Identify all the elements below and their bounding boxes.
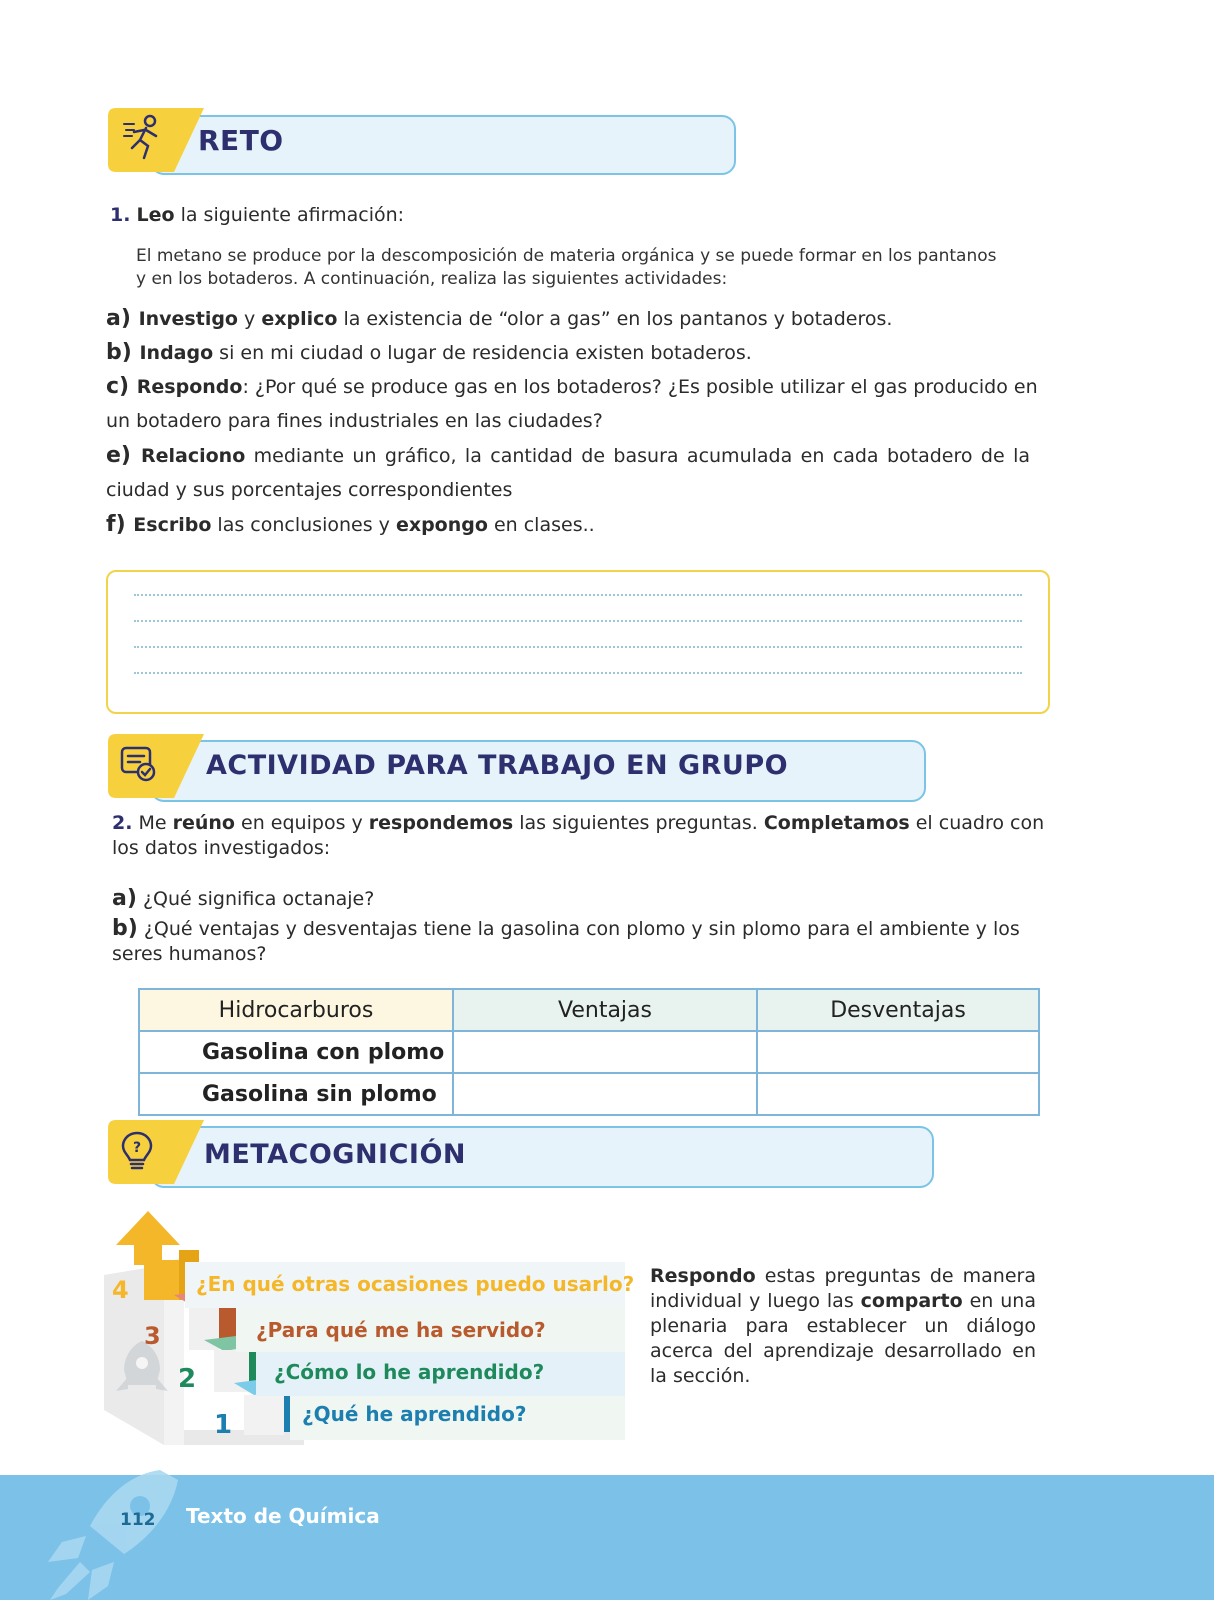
step-number-4: 4: [112, 1276, 129, 1304]
table-header-desventajas: Desventajas: [757, 989, 1039, 1031]
checklist-icon: [118, 744, 158, 784]
step-label-4: ¿En qué otras ocasiones puedo usarlo?: [196, 1272, 635, 1296]
item-letter: a): [106, 306, 139, 331]
svg-text:?: ?: [132, 1140, 142, 1156]
item-letter: b): [106, 340, 140, 365]
table-header-ventajas: Ventajas: [453, 989, 757, 1031]
table-cell-ventajas[interactable]: [453, 1031, 757, 1073]
writing-line: [134, 594, 1022, 596]
bold-verb: Investigo: [138, 308, 238, 330]
writing-line: [134, 672, 1022, 674]
meta-title: METACOGNICIÓN: [204, 1139, 467, 1170]
bold-verb: comparto: [860, 1290, 963, 1312]
bold-verb: Completamos: [763, 812, 910, 834]
table-row-label: Gasolina sin plomo: [139, 1073, 453, 1115]
text-run: la existencia de “olor a gas” en los pantanos y botaderos.: [337, 308, 893, 330]
step-label-3: ¿Para qué me ha servido?: [256, 1318, 546, 1342]
table-cell-desventajas[interactable]: [757, 1073, 1039, 1115]
text-run: si en mi ciudad o lugar de residencia existen botaderos.: [213, 342, 752, 364]
text-run: y: [238, 308, 262, 330]
table-row: [139, 1073, 1039, 1115]
statement-line-2: y en los botaderos. A continuación, realiza las siguientes actividades:: [136, 269, 728, 289]
writing-line: [134, 620, 1022, 622]
text-run: en equipos y: [235, 812, 369, 834]
item-letter: a): [112, 886, 137, 911]
bold-verb: Respondo: [136, 376, 243, 398]
question-1: [110, 202, 404, 228]
bold-verb: Indago: [139, 342, 214, 364]
table-cell-ventajas[interactable]: [453, 1073, 757, 1115]
text-run: las siguientes preguntas.: [513, 812, 764, 834]
activity-item: [106, 374, 1038, 400]
question-2-text: [132, 812, 1044, 834]
table-header-hidrocarburos: Hidrocarburos: [139, 989, 453, 1031]
text-run: el cuadro con: [909, 812, 1045, 834]
bold-verb: reúno: [172, 812, 235, 834]
text-run: en clases..: [487, 514, 595, 536]
question-2-number: 2.: [112, 812, 133, 834]
question-1-verb: Leo: [136, 204, 175, 226]
text-run: mediante un gráfico, la cantidad de basura acumulada en cada botadero de la: [245, 445, 1030, 467]
metacognition-instructions: [650, 1264, 1036, 1389]
bold-verb: explico: [261, 308, 338, 330]
table-header-row: [139, 989, 1039, 1031]
step-number-1: 1: [214, 1410, 233, 1440]
question-2b: [112, 916, 1020, 942]
step-number-2: 2: [178, 1364, 197, 1394]
activity-item: [106, 512, 1030, 538]
text-run: Me: [132, 812, 173, 834]
question-1-number: 1.: [110, 204, 131, 226]
table-row-label: Gasolina con plomo: [139, 1031, 453, 1073]
rocket-watermark-icon: [40, 1462, 190, 1600]
item-letter: b): [112, 916, 138, 941]
activity-item-cont: ciudad y sus porcentajes correspondientes: [106, 479, 513, 501]
step-label-2: ¿Cómo lo he aprendido?: [274, 1360, 545, 1384]
text-run: las conclusiones y: [211, 514, 396, 536]
question-2a-text: ¿Qué significa octanaje?: [136, 888, 375, 910]
question-1-text: la siguiente afirmación:: [174, 204, 405, 226]
question-2b-cont: seres humanos?: [112, 943, 267, 965]
lightbulb-icon: [120, 1130, 154, 1174]
question-2-cont: los datos investigados:: [112, 837, 331, 859]
grupo-title: ACTIVIDAD PARA TRABAJO EN GRUPO: [206, 750, 789, 781]
answer-box[interactable]: [106, 570, 1050, 714]
activity-item: [106, 340, 1030, 366]
item-letter: f): [106, 512, 134, 537]
question-2: [112, 810, 1044, 836]
running-person-icon: [122, 114, 164, 160]
activity-item: [106, 306, 1030, 332]
bold-verb: Respondo: [650, 1265, 756, 1287]
question-2b-text: ¿Qué ventajas y desventajas tiene la gasolina con plomo y sin plomo para el ambiente y los: [137, 918, 1020, 940]
bold-verb: Escribo: [133, 514, 212, 536]
reto-title: RETO: [198, 124, 284, 157]
activity-item: [106, 443, 1030, 469]
item-letter: c): [106, 374, 137, 399]
step-number-3: 3: [144, 1322, 161, 1350]
page-number: 112: [120, 1510, 156, 1530]
table-cell-desventajas[interactable]: [757, 1031, 1039, 1073]
table-row: [139, 1031, 1039, 1073]
activity-item-cont: un botadero para fines industriales en las ciudades?: [106, 410, 603, 432]
bold-verb: respondemos: [368, 812, 514, 834]
text-run: : ¿Por qué se produce gas en los botaderos? ¿Es posible utilizar el gas producido en: [242, 376, 1038, 398]
statement-line-1: El metano se produce por la descomposición de materia orgánica y se puede formar en los pantanos: [136, 246, 997, 266]
text-run: en una plenaria para establecer un diálogo acerca del aprendizaje desarrollado en la sección.: [650, 1290, 1036, 1387]
book-title: Texto de Química: [186, 1504, 380, 1528]
question-2a: [112, 886, 374, 912]
hydrocarbons-table: [138, 988, 1040, 1116]
item-letter: e): [106, 443, 141, 468]
step-label-1: ¿Qué he aprendido?: [302, 1402, 527, 1426]
bold-verb: expongo: [395, 514, 488, 536]
text-run: estas preguntas de manera individual y luego las: [650, 1265, 1036, 1312]
writing-line: [134, 646, 1022, 648]
bold-verb: Relaciono: [141, 445, 246, 467]
